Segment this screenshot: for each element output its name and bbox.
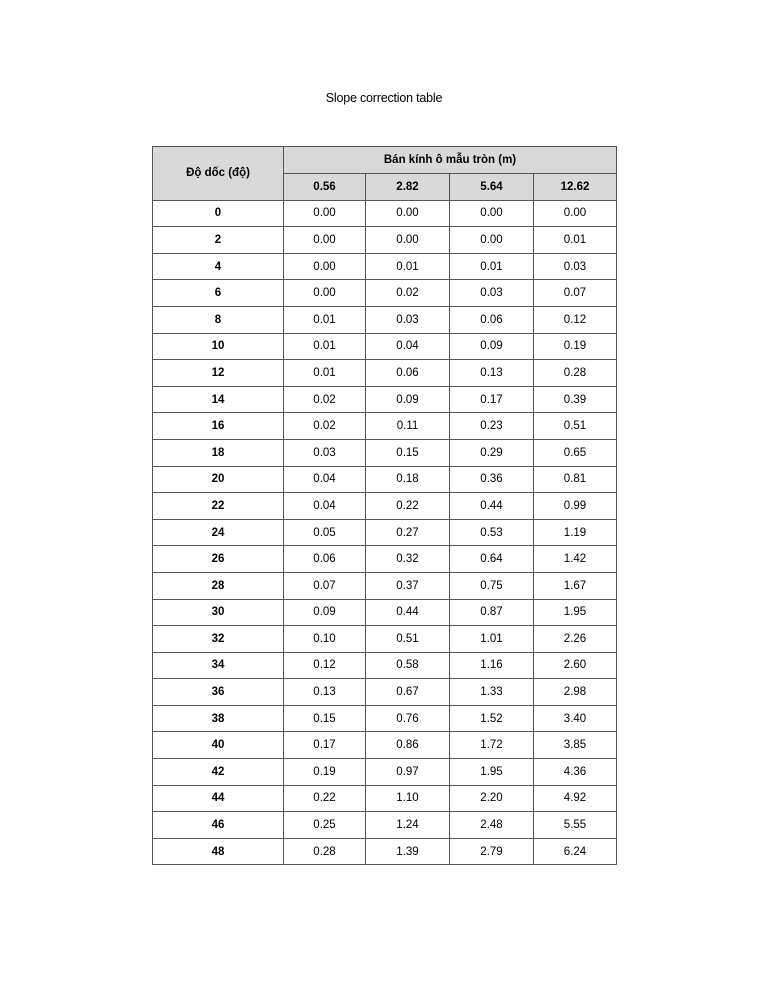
correction-value-cell: 0.01 (450, 253, 534, 280)
correction-value-cell: 1.72 (450, 732, 534, 759)
correction-value-cell: 0.65 (534, 439, 617, 466)
radius-group-header: Bán kính ô mẫu tròn (m) (284, 147, 617, 174)
table-row (153, 466, 617, 493)
correction-value-cell: 0.53 (450, 519, 534, 546)
correction-value-cell: 0.06 (284, 546, 366, 573)
correction-value-cell: 2.79 (450, 838, 534, 865)
slope-cell: 2 (153, 227, 284, 254)
slope-cell: 24 (153, 519, 284, 546)
correction-value-cell: 0.51 (534, 413, 617, 440)
correction-value-cell: 1.10 (366, 785, 450, 812)
table-row (153, 519, 617, 546)
table-row (153, 360, 617, 387)
correction-value-cell: 0.03 (284, 439, 366, 466)
correction-value-cell: 0.19 (534, 333, 617, 360)
correction-value-cell: 0.44 (450, 493, 534, 520)
correction-value-cell: 1.16 (450, 652, 534, 679)
table-row (153, 679, 617, 706)
slope-cell: 34 (153, 652, 284, 679)
correction-value-cell: 0.09 (450, 333, 534, 360)
correction-value-cell: 2.26 (534, 626, 617, 653)
correction-value-cell: 0.29 (450, 439, 534, 466)
correction-value-cell: 0.13 (450, 360, 534, 387)
correction-value-cell: 0.05 (284, 519, 366, 546)
slope-column-header: Độ dốc (độ) (153, 147, 284, 201)
correction-value-cell: 0.13 (284, 679, 366, 706)
correction-value-cell: 2.60 (534, 652, 617, 679)
correction-value-cell: 0.58 (366, 652, 450, 679)
correction-value-cell: 0.37 (366, 572, 450, 599)
correction-value-cell: 3.85 (534, 732, 617, 759)
correction-value-cell: 1.67 (534, 572, 617, 599)
correction-value-cell: 1.39 (366, 838, 450, 865)
correction-value-cell: 1.42 (534, 546, 617, 573)
table-row (153, 572, 617, 599)
correction-value-cell: 0.44 (366, 599, 450, 626)
correction-value-cell: 0.17 (450, 386, 534, 413)
correction-value-cell: 0.28 (534, 360, 617, 387)
table-row (153, 546, 617, 573)
correction-value-cell: 1.19 (534, 519, 617, 546)
slope-cell: 22 (153, 493, 284, 520)
correction-value-cell: 0.02 (284, 413, 366, 440)
page-title: Slope correction table (325, 91, 443, 105)
correction-value-cell: 0.97 (366, 759, 450, 786)
correction-value-cell: 0.11 (366, 413, 450, 440)
correction-value-cell: 0.04 (284, 466, 366, 493)
slope-cell: 16 (153, 413, 284, 440)
correction-value-cell: 0.23 (450, 413, 534, 440)
slope-cell: 18 (153, 439, 284, 466)
slope-cell: 6 (153, 280, 284, 307)
table-row (153, 280, 617, 307)
slope-cell: 40 (153, 732, 284, 759)
table-row (153, 599, 617, 626)
correction-value-cell: 1.95 (450, 759, 534, 786)
correction-value-cell: 4.92 (534, 785, 617, 812)
correction-value-cell: 0.99 (534, 493, 617, 520)
correction-value-cell: 0.01 (284, 306, 366, 333)
correction-value-cell: 0.67 (366, 679, 450, 706)
correction-value-cell: 5.55 (534, 812, 617, 839)
correction-value-cell: 0.86 (366, 732, 450, 759)
table-row (153, 493, 617, 520)
slope-correction-table (152, 146, 617, 865)
slope-cell: 32 (153, 626, 284, 653)
correction-value-cell: 0.19 (284, 759, 366, 786)
slope-cell: 12 (153, 360, 284, 387)
correction-value-cell: 0.15 (284, 705, 366, 732)
correction-value-cell: 1.95 (534, 599, 617, 626)
correction-value-cell: 0.00 (366, 227, 450, 254)
table-header (153, 147, 617, 201)
table-row (153, 626, 617, 653)
slope-cell: 10 (153, 333, 284, 360)
correction-value-cell: 1.24 (366, 812, 450, 839)
correction-value-cell: 0.00 (366, 200, 450, 227)
correction-value-cell: 0.03 (534, 253, 617, 280)
table-row (153, 227, 617, 254)
correction-value-cell: 0.75 (450, 572, 534, 599)
correction-value-cell: 6.24 (534, 838, 617, 865)
correction-value-cell: 0.28 (284, 838, 366, 865)
slope-cell: 36 (153, 679, 284, 706)
correction-value-cell: 0.06 (450, 306, 534, 333)
correction-value-cell: 0.00 (450, 200, 534, 227)
correction-value-cell: 0.36 (450, 466, 534, 493)
correction-value-cell: 0.00 (284, 227, 366, 254)
correction-value-cell: 0.01 (284, 360, 366, 387)
correction-value-cell: 0.22 (284, 785, 366, 812)
correction-value-cell: 0.01 (366, 253, 450, 280)
correction-value-cell: 0.27 (366, 519, 450, 546)
slope-cell: 26 (153, 546, 284, 573)
table-row (153, 386, 617, 413)
correction-value-cell: 0.06 (366, 360, 450, 387)
correction-value-cell: 0.18 (366, 466, 450, 493)
slope-cell: 44 (153, 785, 284, 812)
correction-value-cell: 1.33 (450, 679, 534, 706)
table-row (153, 812, 617, 839)
slope-cell: 42 (153, 759, 284, 786)
correction-value-cell: 0.12 (284, 652, 366, 679)
slope-cell: 48 (153, 838, 284, 865)
correction-value-cell: 1.52 (450, 705, 534, 732)
correction-value-cell: 0.09 (366, 386, 450, 413)
correction-value-cell: 0.17 (284, 732, 366, 759)
correction-value-cell: 4.36 (534, 759, 617, 786)
slope-cell: 0 (153, 200, 284, 227)
correction-value-cell: 0.04 (284, 493, 366, 520)
table-row (153, 732, 617, 759)
correction-value-cell: 0.87 (450, 599, 534, 626)
slope-cell: 20 (153, 466, 284, 493)
radius-header: 0.56 (284, 174, 366, 201)
correction-value-cell: 0.51 (366, 626, 450, 653)
correction-value-cell: 0.76 (366, 705, 450, 732)
slope-cell: 38 (153, 705, 284, 732)
correction-value-cell: 2.98 (534, 679, 617, 706)
correction-value-cell: 0.01 (534, 227, 617, 254)
correction-value-cell: 0.00 (284, 200, 366, 227)
correction-value-cell: 0.02 (366, 280, 450, 307)
correction-value-cell: 2.20 (450, 785, 534, 812)
correction-value-cell: 0.32 (366, 546, 450, 573)
correction-value-cell: 0.03 (450, 280, 534, 307)
correction-value-cell: 0.00 (450, 227, 534, 254)
correction-value-cell: 0.09 (284, 599, 366, 626)
correction-value-cell: 0.03 (366, 306, 450, 333)
table-row (153, 439, 617, 466)
correction-value-cell: 2.48 (450, 812, 534, 839)
table-row (153, 759, 617, 786)
correction-value-cell: 0.01 (284, 333, 366, 360)
slope-cell: 14 (153, 386, 284, 413)
slope-cell: 30 (153, 599, 284, 626)
radius-header: 2.82 (366, 174, 450, 201)
table-row (153, 306, 617, 333)
table-row (153, 413, 617, 440)
correction-value-cell: 0.04 (366, 333, 450, 360)
table-row (153, 705, 617, 732)
correction-value-cell: 1.01 (450, 626, 534, 653)
correction-value-cell: 0.15 (366, 439, 450, 466)
table-row (153, 785, 617, 812)
correction-value-cell: 3.40 (534, 705, 617, 732)
correction-value-cell: 0.12 (534, 306, 617, 333)
correction-value-cell: 0.07 (284, 572, 366, 599)
table-row (153, 253, 617, 280)
table-row (153, 333, 617, 360)
radius-header: 5.64 (450, 174, 534, 201)
correction-value-cell: 0.00 (284, 280, 366, 307)
correction-value-cell: 0.00 (284, 253, 366, 280)
correction-value-cell: 0.22 (366, 493, 450, 520)
correction-value-cell: 0.64 (450, 546, 534, 573)
correction-value-cell: 0.25 (284, 812, 366, 839)
table-row (153, 200, 617, 227)
correction-value-cell: 0.00 (534, 200, 617, 227)
correction-value-cell: 0.07 (534, 280, 617, 307)
correction-value-cell: 0.10 (284, 626, 366, 653)
slope-cell: 8 (153, 306, 284, 333)
table-row (153, 652, 617, 679)
correction-value-cell: 0.81 (534, 466, 617, 493)
correction-value-cell: 0.02 (284, 386, 366, 413)
slope-cell: 46 (153, 812, 284, 839)
table-body (153, 200, 617, 865)
slope-cell: 28 (153, 572, 284, 599)
radius-header: 12.62 (534, 174, 617, 201)
table-row (153, 838, 617, 865)
slope-cell: 4 (153, 253, 284, 280)
correction-value-cell: 0.39 (534, 386, 617, 413)
